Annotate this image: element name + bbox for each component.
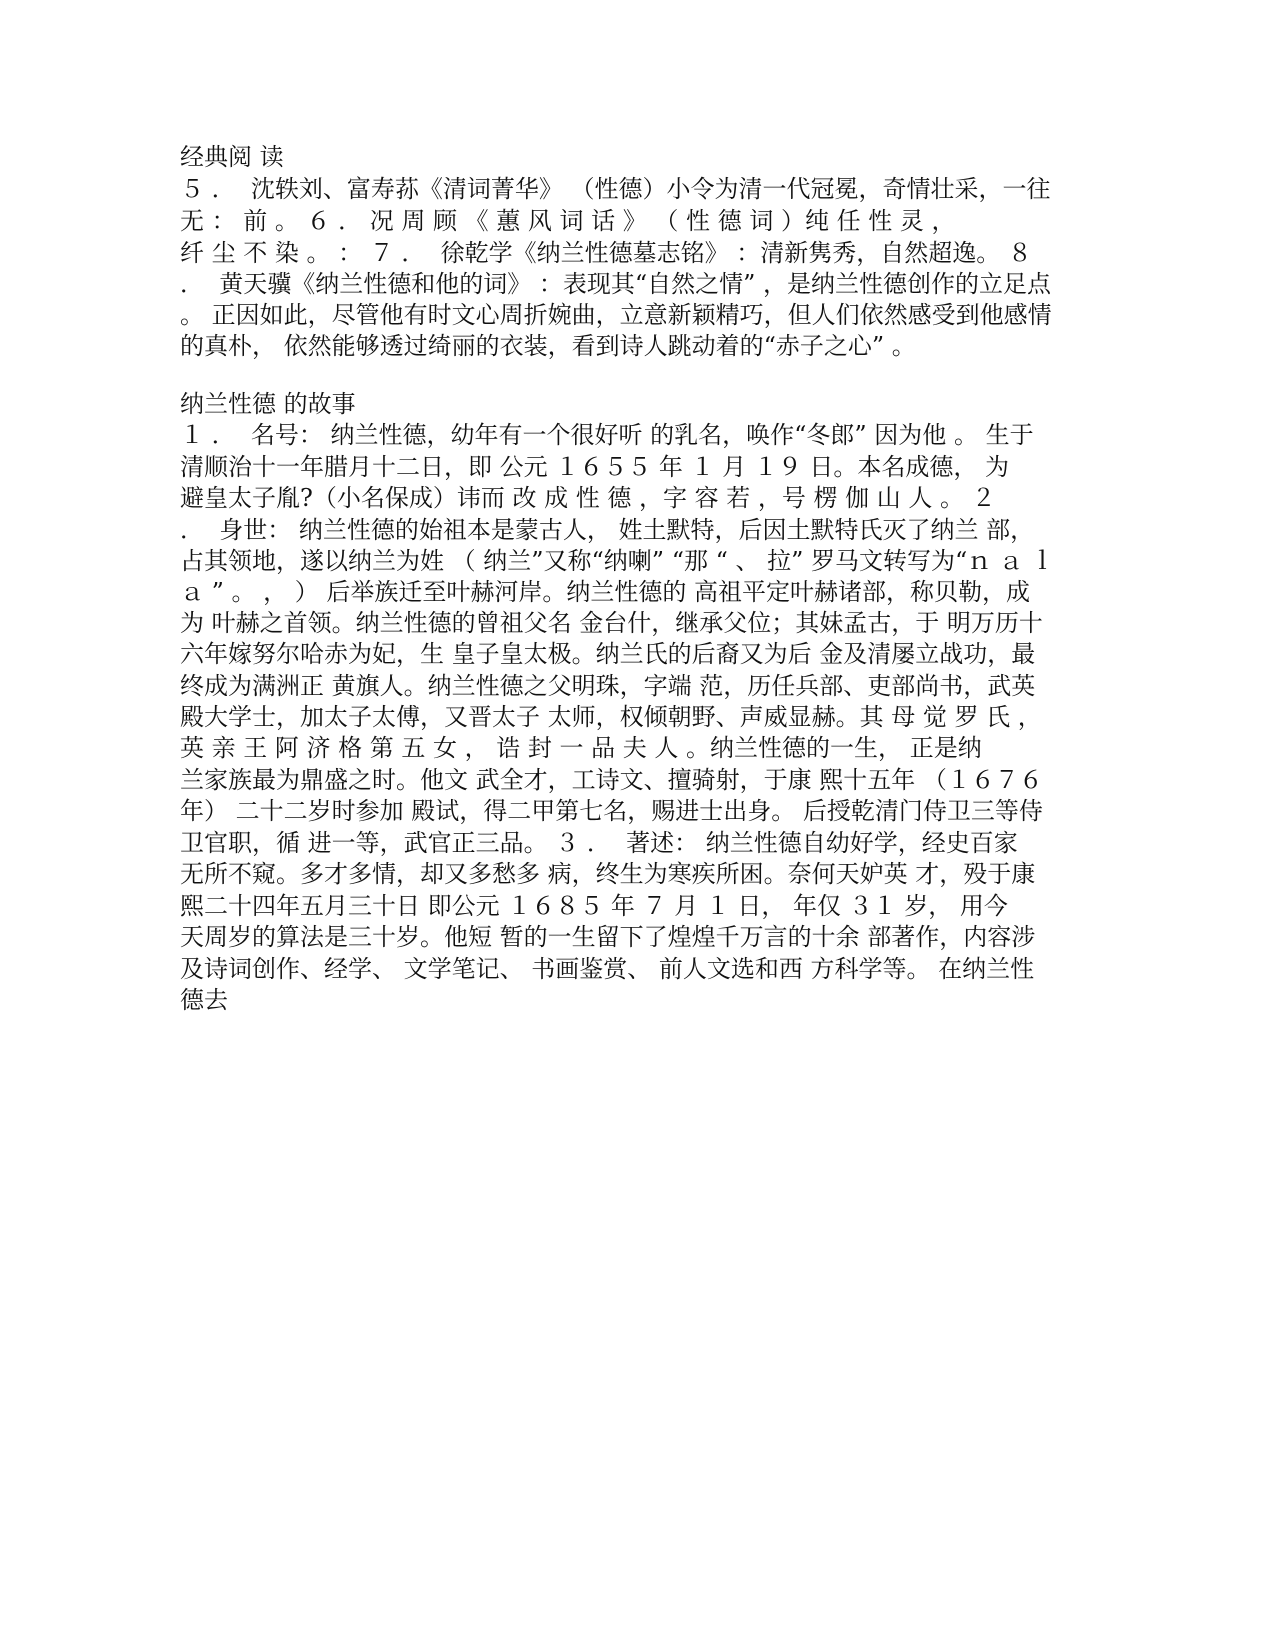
text-line: 的真朴， 依然能够透过绮丽的衣装，看到诗人跳动着的“赤子之心” 。 (180, 332, 916, 360)
text-line: ． 身世： 纳兰性德的始祖本是蒙古人， 姓土默特，后因土默特氏灭了纳兰 部， (180, 516, 1035, 544)
text-line: ５ ． 沈轶刘、富寿荪《清词菁华》 （性德）小令为清一代冠冕，奇情壮采，一往 (180, 175, 1051, 203)
text-line: ａ ” 。 ， ） 后举族迁至叶赫河岸。纳兰性德的 高祖平定叶赫诸部，称贝勒，成 (180, 578, 1031, 606)
text-line: 终成为满洲正 黄旗人。纳兰性德之父明珠，字端 范，历任兵部、吏部尚书，武英 (180, 672, 1036, 700)
text-line: 殿大学士，加太子太傅，又晋太子 太师，权倾朝野、声威显赫。其 母 觉 罗 氏 ， (180, 703, 1042, 731)
text-line: 熙二十四年五月三十日 即公元 １６８５ 年 ７ 月 １ 日， 年仅 ３１ 岁， 用今 (180, 892, 1008, 920)
text-line: 及诗词创作、经学、 文学笔记、 书画鉴赏、 前人文选和西 方科学等。 在纳兰性 (180, 955, 1035, 983)
text-line: ． 黄天骥《纳兰性德和他的词》 ：表现其“自然之情” ，是纳兰性德创作的立足点 (180, 270, 1052, 298)
text-line: 年） 二十二岁时参加 殿试，得二甲第七名，赐进士出身。 后授乾清门侍卫三等侍 (180, 797, 1043, 825)
text-line: 纤 尘 不 染 。 ： ７ ． 徐乾学《纳兰性德墓志铭》 ：清新隽秀，自然超逸。 ８ (180, 239, 1032, 267)
text-line: 无 ： 前 。 ６ ． 况 周 顾 《 蕙 风 词 话 》 （ 性 德 词 ）纯 任 性 灵 ， (180, 207, 956, 235)
text-line: 无所不窥。多才多情，却又多愁多 病，终生为寒疾所困。奈何天妒英 才，殁于康 (180, 860, 1036, 888)
text-line: 天周岁的算法是三十岁。他短 暂的一生留下了煌煌千万言的十余 部著作，内容涉 (180, 923, 1036, 951)
text-line: １ ． 名号： 纳兰性德，幼年有一个很好听 的乳名，唤作“冬郎” 因为他 。 生于 (180, 421, 1034, 449)
text-line: 六年嫁努尔哈赤为妃，生 皇子皇太极。纳兰氏的后裔又为后 金及清屡立战功，最 (180, 640, 1036, 668)
text-line: 占其领地，遂以纳兰为姓 （ 纳兰”又称“纳喇” “那 “ 、 拉” 罗马文转写为“ｎ ａ ｌ (180, 547, 1055, 575)
text-line: 清顺治十一年腊月十二日，即 公元 １６５５ 年 １ 月 １９ 日。本名成德， 为 (180, 453, 1010, 481)
section-heading-story: 纳兰性德 的故事 (180, 390, 356, 418)
text-line: 德去 (180, 986, 228, 1014)
text-line: 兰家族最为鼎盛之时。他文 武全才，工诗文、擅骑射，于康 熙十五年 （１６７６ (180, 766, 1043, 794)
text-line: 。 正因如此，尽管他有时文心周折婉曲，立意新颖精巧，但人们依然感受到他感情 (180, 301, 1052, 329)
text-line: 英 亲 王 阿 济 格 第 五 女 ， 诰 封 一 品 夫 人 。纳兰性德的一生， 正是纳 (180, 734, 982, 762)
section-heading-classic-reading: 经典阅 读 (180, 143, 284, 171)
text-line: 卫官职，循 进一等，武官正三品。 ３ ． 著述： 纳兰性德自幼好学，经史百家 (180, 829, 1018, 857)
text-line: 为 叶赫之首领。纳兰性德的曾祖父名 金台什，继承父位；其妹孟古，于 明万历十 (180, 609, 1043, 637)
text-line: 避皇太子胤?（小名保成）讳而 改 成 性 德 ，字 容 若 ，号 楞 伽 山 人 。 ２ (180, 484, 996, 512)
